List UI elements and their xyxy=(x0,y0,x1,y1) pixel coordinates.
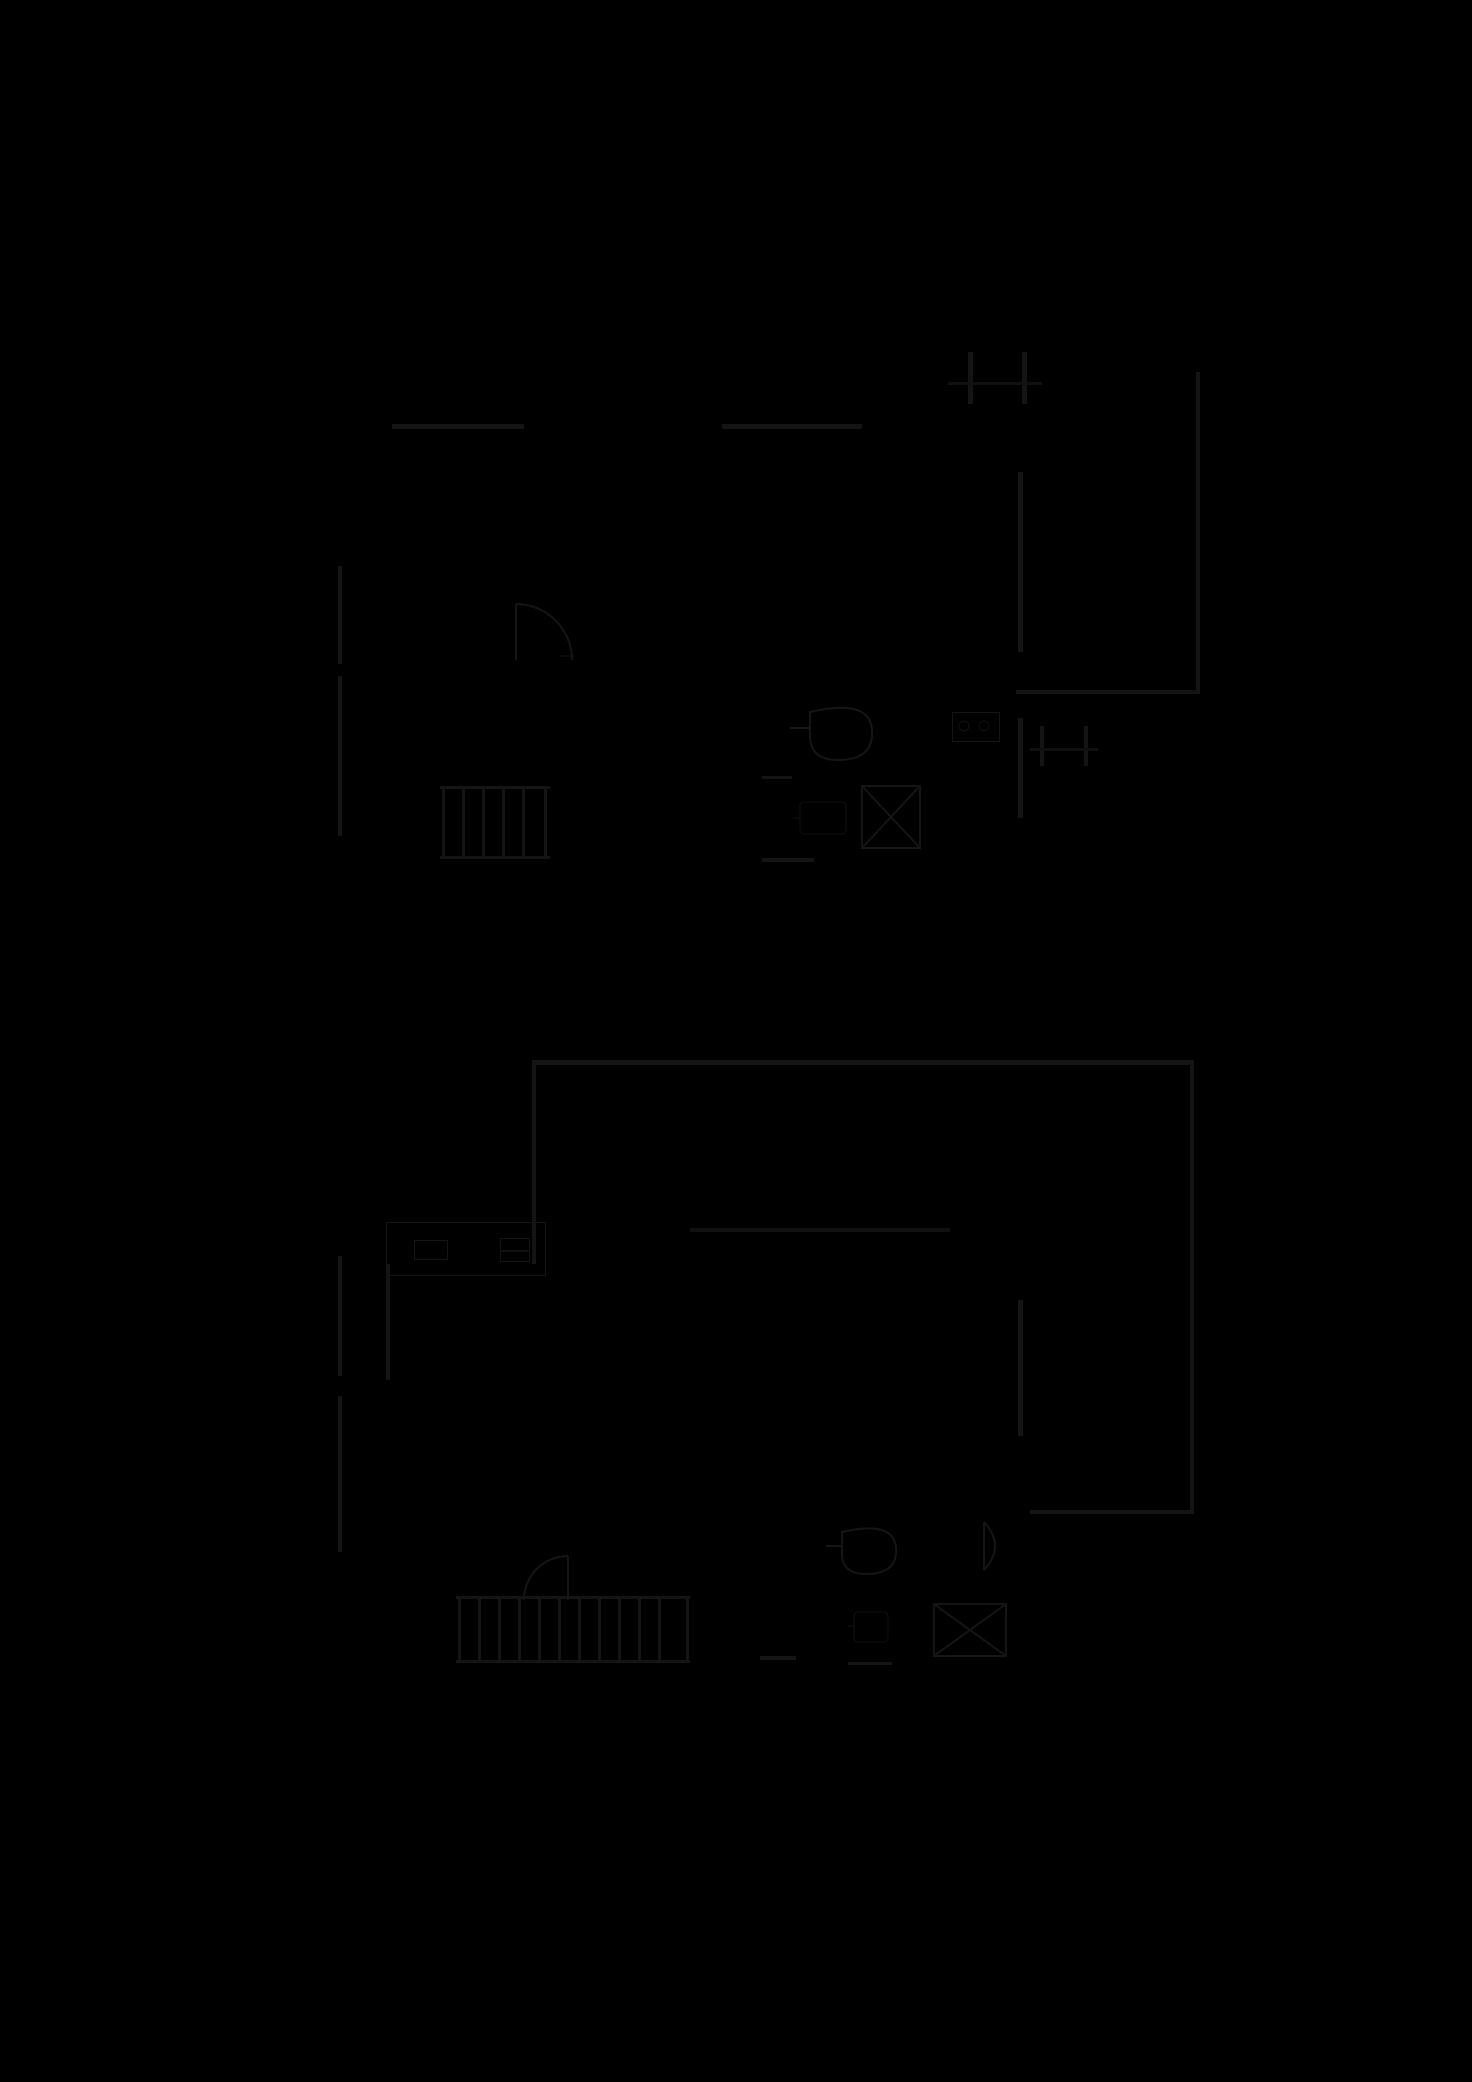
window-jamb-lower-right xyxy=(1084,726,1088,766)
wall-right-bottom-lower xyxy=(1030,1510,1194,1514)
wall-top-left xyxy=(392,424,524,429)
door-swing-arc-upper xyxy=(516,604,572,660)
wall-right xyxy=(1196,372,1200,694)
closet-shelf-lower xyxy=(760,1656,796,1660)
door-leaf-right-lower xyxy=(984,1522,995,1570)
shower-drain-lower xyxy=(934,1604,1006,1656)
appliance-small-upper xyxy=(952,712,1000,742)
window-top-center-lower xyxy=(690,1228,950,1232)
cooktop xyxy=(414,1240,448,1260)
window-jamb-right xyxy=(1022,352,1027,404)
shower-fixture-lower xyxy=(934,1604,1006,1656)
window-mullion xyxy=(948,382,1042,385)
threshold-mark-lower xyxy=(848,1662,892,1665)
wall-top-lower xyxy=(532,1060,1194,1065)
wc-fixture-lower xyxy=(842,1528,896,1574)
shower-fixture-upper xyxy=(862,786,920,848)
sink-fixture-upper xyxy=(800,802,846,834)
wall-top-right xyxy=(722,424,862,429)
wall-right-lower xyxy=(1190,1064,1194,1514)
wall-interior-partition xyxy=(386,1264,390,1380)
wall-interior-vertical xyxy=(1018,472,1023,652)
closet-shelf-upper xyxy=(762,858,814,862)
wall-interior-vertical-right xyxy=(1018,1300,1023,1436)
sink-fixture-lower xyxy=(854,1612,888,1642)
shower-drain-upper xyxy=(862,786,920,848)
door-swing-arc-lower xyxy=(524,1556,568,1600)
wall-right-bottom xyxy=(1016,690,1200,694)
wall-left-lower xyxy=(338,676,342,836)
wall-left-outer-upper xyxy=(338,1256,342,1376)
wall-left-upper xyxy=(338,566,342,664)
window-mullion-lower xyxy=(1030,748,1098,751)
wall-interior-lower xyxy=(1018,718,1023,818)
wall-left-outer-lower xyxy=(338,1396,342,1552)
bath-ledge-upper xyxy=(762,776,792,779)
window-jamb-left xyxy=(968,352,973,404)
wc-fixture-upper xyxy=(810,708,872,760)
window-jamb-lower-left xyxy=(1040,726,1044,766)
